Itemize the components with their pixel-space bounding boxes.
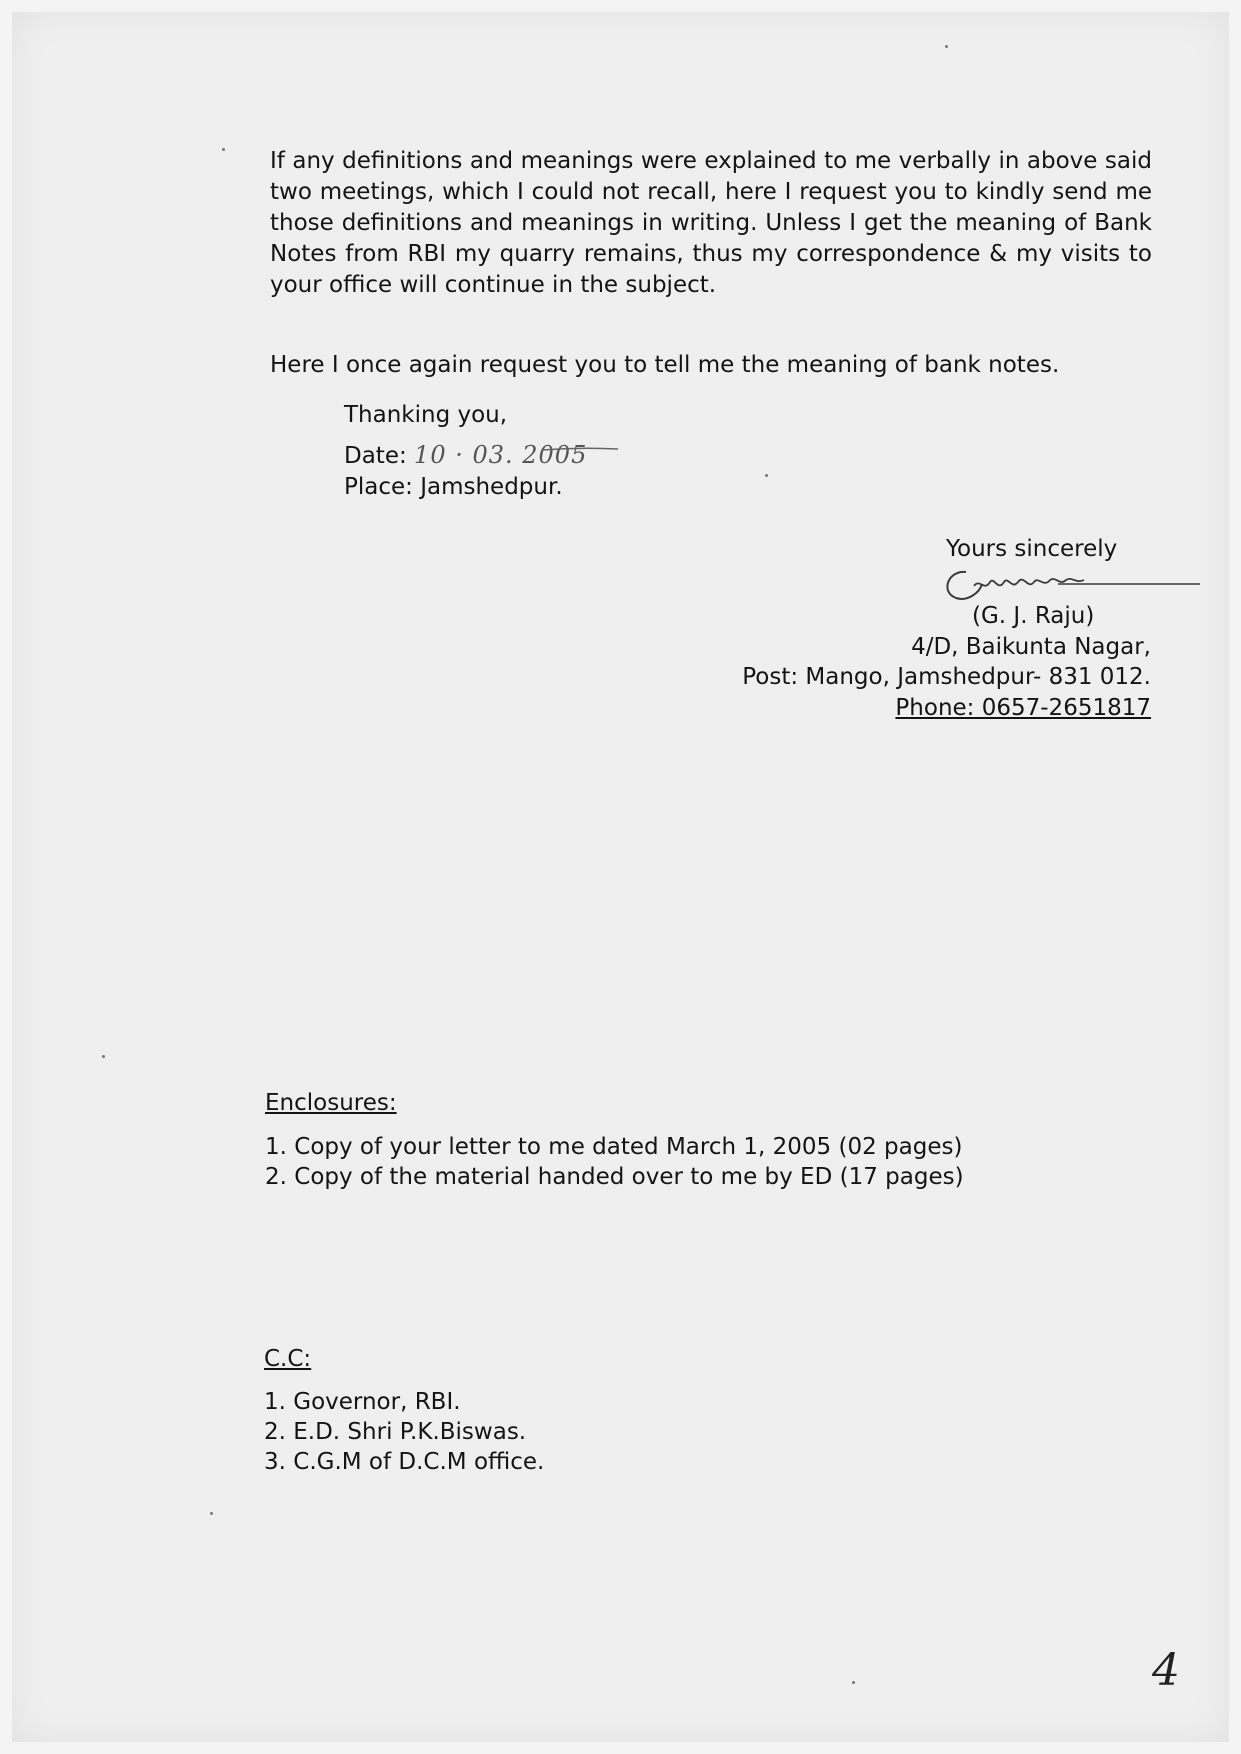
signature-salutation: Yours sincerely	[946, 536, 1118, 562]
cc-item: 1. Governor, RBI.	[264, 1389, 461, 1415]
scan-speck	[210, 1512, 213, 1515]
body-paragraph-1: If any definitions and meanings were explained to me verbally in above said two meetings, which I could not recall, here I request you to kindly send me those definitions and meanings in writing. Unless I get the meaning of Bank Notes from RBI my quarry remains, thus my correspondence & my visits to your office will continue in the subject.	[270, 148, 1152, 298]
date-underline-stroke	[540, 446, 620, 454]
enclosures-heading: Enclosures:	[265, 1090, 397, 1116]
enclosures-list	[265, 1132, 964, 1192]
cc-heading: C.C:	[264, 1346, 312, 1372]
address-line-2: Post: Mango, Jamshedpur- 831 012.	[742, 664, 1151, 690]
body-paragraph-2: Here I once again request you to tell me the meaning of bank notes.	[270, 352, 1060, 378]
cc-item: 2. E.D. Shri P.K.Biswas.	[264, 1419, 527, 1445]
enclosure-item: 1. Copy of your letter to me dated March 1, 2005 (02 pages)	[265, 1134, 963, 1160]
page-number-handwritten: 4	[1152, 1645, 1180, 1696]
closing-place: Place: Jamshedpur.	[344, 474, 563, 500]
scan-speck	[852, 1681, 855, 1684]
enclosure-item: 2. Copy of the material handed over to me by ED (17 pages)	[265, 1164, 964, 1190]
closing-date	[344, 440, 587, 472]
date-handwritten: 10 · 03. 2005	[414, 441, 588, 469]
signature-name: (G. J. Raju)	[972, 603, 1095, 629]
phone-number: Phone: 0657-2651817	[895, 695, 1151, 721]
date-label: Date:	[344, 443, 407, 469]
scan-speck	[765, 474, 768, 477]
closing-thanks: Thanking you,	[344, 402, 508, 428]
scan-speck	[222, 148, 225, 151]
address-line-1: 4/D, Baikunta Nagar,	[911, 634, 1151, 660]
cc-list	[264, 1387, 544, 1477]
scan-speck	[102, 1055, 105, 1058]
cc-item: 3. C.G.M of D.C.M office.	[264, 1449, 545, 1475]
scan-speck	[945, 45, 948, 48]
